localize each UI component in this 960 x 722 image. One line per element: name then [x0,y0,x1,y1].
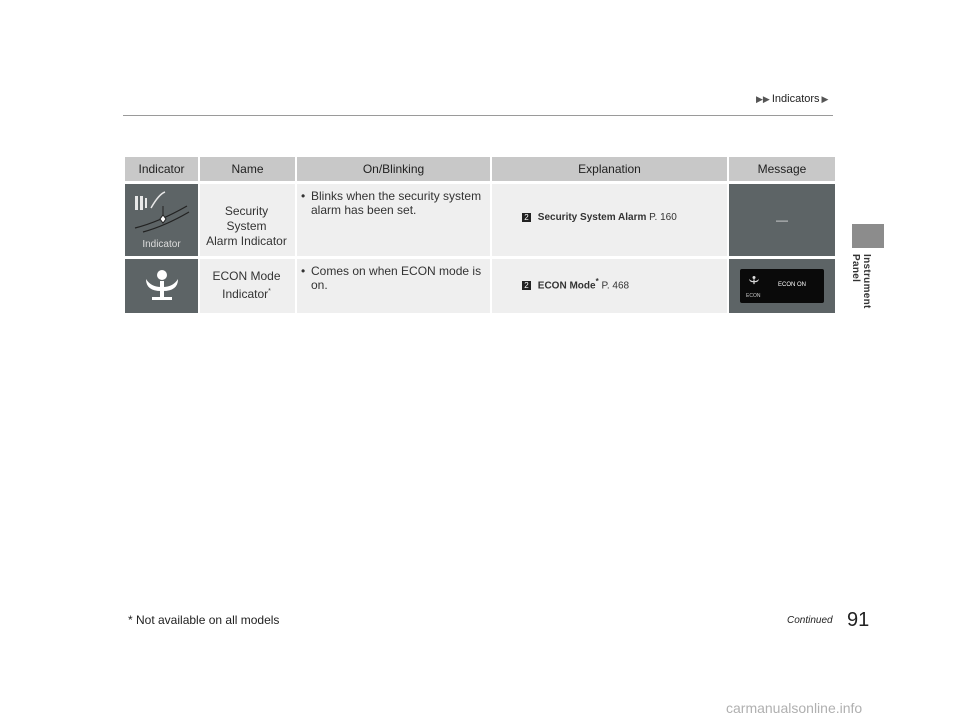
indicator-name: Alarm Indicator [206,234,287,248]
econ-leaf-icon [748,275,760,286]
table-row [125,181,835,256]
reference-link[interactable]: Security System Alarm [537,212,647,223]
watermark: carmanualsonline.info [726,700,863,716]
on-blinking-text: Blinks when the security system alarm has been set. [311,189,482,217]
column-header: Explanation [492,157,727,181]
on-blinking-text: Comes on when ECON mode is on. [311,264,482,292]
indicator-cell [125,181,198,256]
explanation-cell [492,181,727,256]
indicator-name: ECON Mode [212,269,281,283]
econ-message-screen [740,269,824,303]
column-header: Name [200,157,295,181]
indicator-cell [125,256,198,313]
on-blinking-cell [297,181,490,256]
section-tab [852,224,884,248]
header-rule [123,115,833,116]
table-header-row [125,157,835,181]
econ-leaf-icon [142,267,182,303]
message-cell [729,181,835,256]
table-row [125,256,835,313]
reference-link[interactable]: ECON Mode [537,280,596,292]
message-text: — [776,213,788,227]
triangle-right-icon: ▶ [821,93,829,104]
triangle-right-icon: ▶▶ [756,93,770,104]
page-number: 91 [847,609,870,631]
explanation-cell [492,256,727,313]
reference-page: P. 160 [649,212,677,223]
bullet-icon: • [301,264,306,278]
indicator-name: Security System [224,204,269,233]
section-tab-label: Instrument Panel [850,254,872,309]
econ-screen-message: ECON ON [778,282,807,288]
name-cell [200,256,295,313]
indicator-name: Indicator [222,287,269,301]
continued-label: Continued [787,615,833,626]
column-header: Indicator [125,157,198,181]
indicator-caption: Indicator [142,239,181,250]
on-blinking-cell [297,256,490,313]
indicator-table [123,157,837,313]
footnote-mark: * [268,288,271,295]
bullet-icon: • [301,189,306,203]
breadcrumb-label: Indicators [771,93,820,105]
column-header: Message [729,157,835,181]
breadcrumb [756,93,828,105]
page-reference-icon: 2 [522,281,531,290]
message-cell [729,256,835,313]
econ-screen-label: ECON [746,293,761,299]
reference-page: P. 468 [601,280,630,292]
footnote-mark: * [595,277,599,286]
footnote: * Not available on all models [128,613,280,627]
name-cell [200,181,295,256]
column-header: On/Blinking [297,157,490,181]
page-reference-icon: 2 [522,213,531,222]
